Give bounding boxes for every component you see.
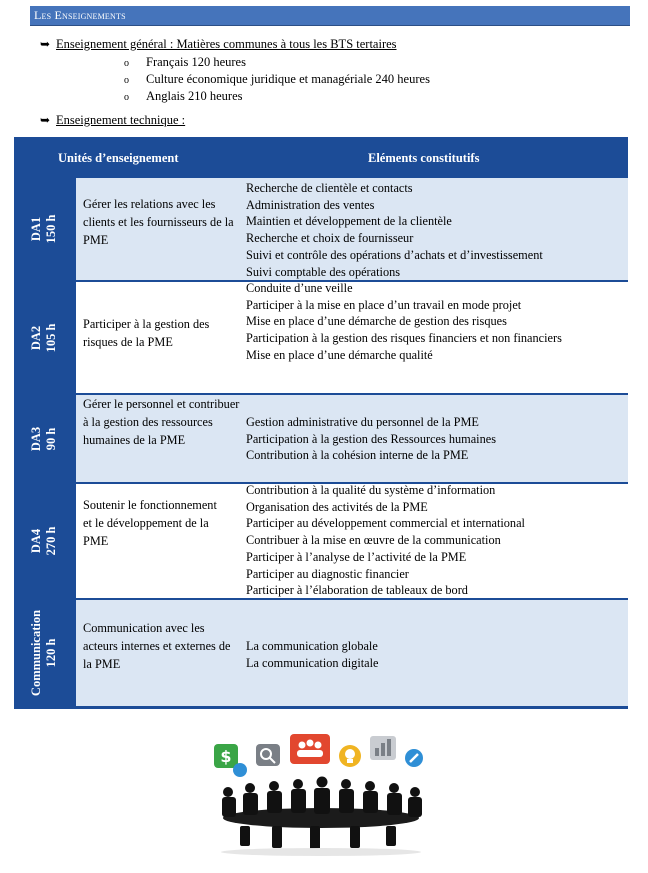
elements-list xyxy=(246,414,626,464)
list-item: Participation à la gestion des risques financiers et non financiers xyxy=(246,331,562,346)
list-item: Participer à la mise en place d’un travail en mode projet xyxy=(246,297,522,312)
unit-text: Participer à la gestion des risques de la PME xyxy=(83,317,210,349)
arrow-bullet-icon: ➥ xyxy=(40,37,51,51)
table-row xyxy=(14,600,628,706)
teaching-table xyxy=(14,137,628,709)
row-label xyxy=(14,484,74,598)
people-silhouettes xyxy=(222,777,422,851)
row-label xyxy=(14,178,74,280)
row-label xyxy=(14,282,74,393)
search-icon xyxy=(256,744,280,766)
table-header xyxy=(14,137,628,178)
circle-bullet-icon: o xyxy=(124,58,129,69)
pencil-icon xyxy=(405,749,423,767)
row-content xyxy=(76,600,628,706)
row-content xyxy=(76,178,628,280)
section-header xyxy=(30,6,630,26)
row-content xyxy=(76,484,628,598)
row-hours: 105 h xyxy=(44,323,58,352)
row-label xyxy=(14,600,74,706)
subject-text: Français 120 heures xyxy=(146,55,246,69)
header-units: Unités d’enseignement xyxy=(58,151,179,165)
technique-heading xyxy=(40,113,185,128)
lightbulb-icon xyxy=(339,745,361,767)
list-item xyxy=(124,71,430,88)
elements-list xyxy=(246,482,626,599)
circle-bullet-icon: o xyxy=(124,92,129,103)
list-item: Mise en place d’une démarche qualité xyxy=(246,347,433,362)
technique-label: Enseignement technique : xyxy=(56,113,186,127)
list-item xyxy=(124,88,430,105)
list-item: Participer à l’élaboration de tableaux de bord xyxy=(246,583,468,598)
list-item: Contribution à la qualité du système d’information xyxy=(246,483,496,497)
list-item: Suivi comptable des opérations xyxy=(246,264,401,279)
list-item: Participer au diagnostic financier xyxy=(246,566,409,581)
elements-list xyxy=(246,638,626,671)
list-item: La communication globale xyxy=(246,639,378,653)
unit-text: Communication avec les acteurs internes et externes de la PME xyxy=(83,621,231,671)
elements-list xyxy=(246,280,626,364)
arrow-bullet-icon: ➥ xyxy=(40,113,51,127)
list-item: Recherche et choix de fournisseur xyxy=(246,231,414,246)
circle-bullet-icon: o xyxy=(124,75,129,86)
list-item: Participer à l’analyse de l’activité de la PME xyxy=(246,549,467,564)
svg-text:$: $ xyxy=(220,747,232,766)
subject-text: Culture économique juridique et managériale 240 heures xyxy=(146,72,430,86)
row-code: DA3 xyxy=(29,426,43,451)
list-item: La communication digitale xyxy=(246,655,379,670)
bar-chart-icon xyxy=(370,736,396,760)
list-item: Participation à la gestion des Ressources humaines xyxy=(246,431,496,446)
dollar-icon xyxy=(214,744,247,777)
list-item: Suivi et contrôle des opérations d’achats et d’investissement xyxy=(246,247,543,262)
unit-text: Soutenir le fonctionnement et le développement de la PME xyxy=(83,498,217,548)
list-item: Conduite d’une veille xyxy=(246,281,353,295)
table-row xyxy=(14,178,628,280)
people-icon xyxy=(290,734,330,764)
list-item: Gestion administrative du personnel de la PME xyxy=(246,415,479,429)
general-subjects-list xyxy=(124,54,430,105)
unit-text: Gérer le personnel et contribuer à la gestion des ressources humaines de la PME xyxy=(83,397,240,447)
row-hours: 270 h xyxy=(44,526,58,556)
row-hours: 120 h xyxy=(44,638,58,668)
row-content xyxy=(76,282,628,393)
unit-text: Gérer les relations avec les clients et les fournisseurs de la PME xyxy=(83,197,234,247)
row-hours: 150 h xyxy=(44,214,58,244)
list-item: Contribution à la cohésion interne de la PME xyxy=(246,448,469,463)
list-item: Contribuer à la mise en œuvre de la communication xyxy=(246,533,501,548)
list-item: Mise en place d’une démarche de gestion des risques xyxy=(246,314,507,329)
general-label: Enseignement général : Matières communes à tous les BTS tertaires xyxy=(56,37,397,51)
row-label xyxy=(14,395,74,482)
row-content xyxy=(76,395,628,482)
list-item: Administration des ventes xyxy=(246,197,375,212)
row-code: DA1 xyxy=(29,216,43,242)
list-item: Organisation des activités de la PME xyxy=(246,499,428,514)
elements-list xyxy=(246,180,626,280)
list-item: Participer au développement commercial et international xyxy=(246,516,525,531)
row-code: DA2 xyxy=(29,325,43,350)
table-row xyxy=(14,282,628,393)
list-item: Recherche de clientèle et contacts xyxy=(246,181,413,195)
general-heading xyxy=(40,37,397,52)
floor-shadow xyxy=(221,848,421,856)
table-row xyxy=(14,395,628,482)
meeting-illustration-svg xyxy=(210,730,432,858)
section-title: Les Enseignements xyxy=(34,8,126,22)
row-hours: 90 h xyxy=(44,427,58,450)
list-item xyxy=(124,54,430,71)
header-elements: Eléments constitutifs xyxy=(368,151,480,165)
subject-text: Anglais 210 heures xyxy=(146,89,243,103)
row-code: DA4 xyxy=(29,528,43,554)
table-row xyxy=(14,484,628,598)
list-item: Maintien et développement de la clientèle xyxy=(246,214,452,229)
row-code: Communication xyxy=(29,609,43,697)
meeting-illustration xyxy=(210,730,432,858)
